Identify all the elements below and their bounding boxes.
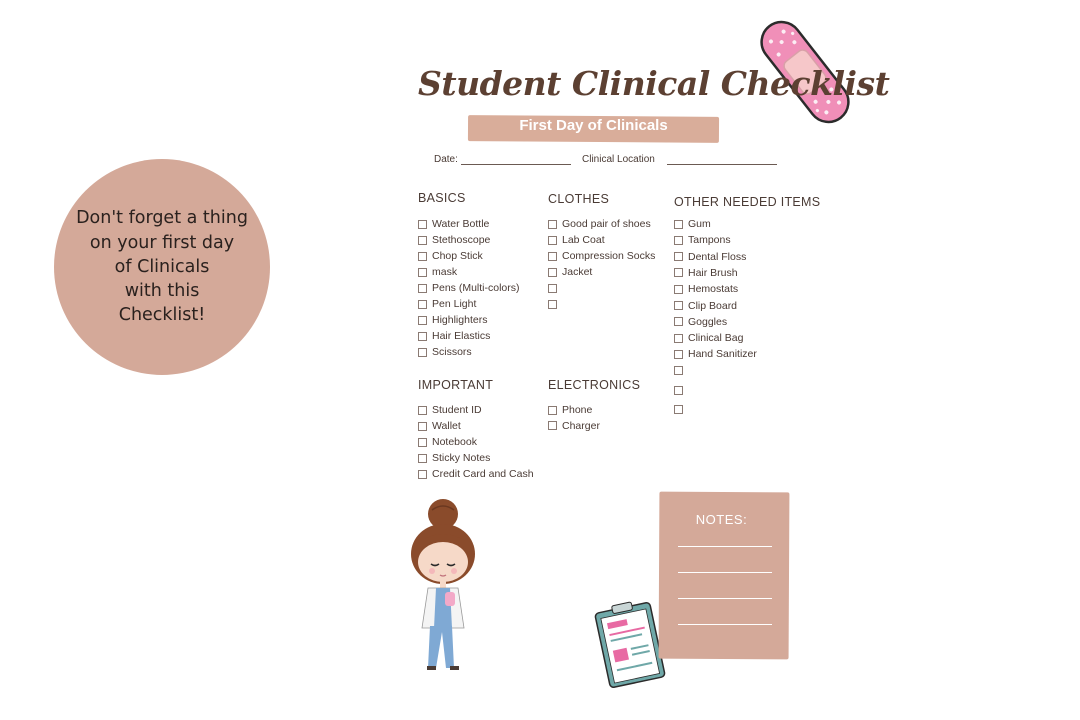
checkbox[interactable] bbox=[548, 220, 557, 229]
checklist-item[interactable] bbox=[674, 365, 688, 377]
checkbox[interactable] bbox=[418, 454, 427, 463]
checklist-item-label: Dental Floss bbox=[688, 250, 747, 263]
checklist-item[interactable] bbox=[418, 346, 472, 358]
checklist-item[interactable] bbox=[674, 267, 738, 279]
checklist-item-label: Good pair of shoes bbox=[562, 218, 651, 230]
checklist-item-label: Hemostats bbox=[688, 283, 739, 296]
checklist-item[interactable] bbox=[548, 282, 562, 294]
checklist-item-label: Gum bbox=[688, 218, 711, 230]
checklist-item[interactable] bbox=[418, 218, 489, 230]
promo-text: Don't forget a thing on your first day of Clinicals with this Checklist! bbox=[76, 208, 248, 326]
checklist-item-label: mask bbox=[432, 266, 458, 278]
checkbox[interactable] bbox=[548, 421, 557, 430]
checklist-item-label: Hair Brush bbox=[688, 266, 738, 279]
checklist-item-label: Clinical Bag bbox=[688, 332, 744, 345]
checklist-item[interactable] bbox=[674, 384, 688, 396]
checklist-item-label: Goggles bbox=[688, 315, 728, 328]
checkbox[interactable] bbox=[674, 252, 683, 261]
checkbox[interactable] bbox=[674, 366, 683, 375]
checklist-item-label: Highlighters bbox=[432, 314, 488, 326]
date-label: Date: bbox=[434, 154, 458, 165]
section-title-clothes: CLOTHES bbox=[548, 192, 610, 206]
checkbox[interactable] bbox=[674, 301, 683, 310]
checklist-item[interactable] bbox=[418, 298, 476, 310]
checkbox[interactable] bbox=[548, 406, 557, 415]
checkbox[interactable] bbox=[418, 422, 427, 431]
checklist-item[interactable] bbox=[548, 404, 592, 416]
checklist-item-label: Hand Sanitizer bbox=[688, 348, 757, 361]
checklist-item-label: Compression Socks bbox=[562, 250, 656, 262]
checkbox[interactable] bbox=[548, 268, 557, 277]
checklist-item[interactable] bbox=[548, 298, 562, 310]
checklist-item[interactable] bbox=[548, 420, 600, 432]
checkbox[interactable] bbox=[418, 300, 427, 309]
checklist-item-label: Sticky Notes bbox=[432, 452, 491, 464]
checklist-item[interactable] bbox=[674, 332, 743, 344]
promo-circle bbox=[54, 159, 270, 375]
checkbox[interactable] bbox=[418, 406, 427, 415]
checkbox[interactable] bbox=[548, 252, 557, 261]
date-field-line[interactable] bbox=[461, 164, 571, 165]
checklist-item[interactable] bbox=[418, 314, 487, 326]
checkbox[interactable] bbox=[674, 350, 683, 359]
checkbox[interactable] bbox=[418, 332, 427, 341]
checklist-item-label: Wallet bbox=[432, 420, 461, 432]
checkbox[interactable] bbox=[418, 236, 427, 245]
checkbox[interactable] bbox=[674, 317, 683, 326]
checkbox[interactable] bbox=[548, 300, 557, 309]
checklist-item-label: Hair Elastics bbox=[432, 330, 491, 342]
notes-line[interactable] bbox=[678, 598, 772, 599]
checkbox[interactable] bbox=[548, 236, 557, 245]
nurse-illustration bbox=[404, 496, 484, 671]
checkbox[interactable] bbox=[418, 470, 427, 479]
checkbox[interactable] bbox=[674, 220, 683, 229]
notes-line[interactable] bbox=[678, 572, 772, 573]
page-subtitle: First Day of Clinicals bbox=[519, 117, 668, 134]
section-title-other: OTHER NEEDED ITEMS bbox=[674, 195, 821, 209]
checklist-item[interactable] bbox=[548, 218, 651, 230]
checklist-item-label: Phone bbox=[562, 404, 593, 416]
location-label: Clinical Location bbox=[582, 154, 655, 165]
checklist-item-label: Chop Stick bbox=[432, 250, 483, 262]
checkbox[interactable] bbox=[674, 334, 683, 343]
checkbox[interactable] bbox=[418, 252, 427, 261]
notes-title: NOTES: bbox=[695, 512, 748, 527]
checklist-item[interactable] bbox=[674, 348, 757, 360]
checklist-item-label: Credit Card and Cash bbox=[432, 468, 534, 480]
location-field-line[interactable] bbox=[667, 164, 777, 165]
checklist-item-label: Jacket bbox=[562, 266, 593, 278]
notes-line[interactable] bbox=[678, 546, 772, 547]
checklist-item[interactable] bbox=[674, 283, 738, 295]
checkbox[interactable] bbox=[418, 438, 427, 447]
checklist-item[interactable] bbox=[418, 234, 490, 246]
checkbox[interactable] bbox=[418, 220, 427, 229]
checkbox[interactable] bbox=[674, 268, 683, 277]
checklist-item-label: Tampons bbox=[688, 234, 731, 247]
checklist-item[interactable] bbox=[674, 300, 737, 312]
checklist-item[interactable] bbox=[418, 404, 482, 416]
section-title-important: IMPORTANT bbox=[418, 378, 494, 392]
checklist-item[interactable] bbox=[418, 282, 520, 294]
checklist-item[interactable] bbox=[418, 468, 534, 480]
checklist-item[interactable] bbox=[674, 404, 688, 416]
checkbox[interactable] bbox=[418, 268, 427, 277]
checklist-item-label: Water Bottle bbox=[432, 218, 490, 230]
checklist-item[interactable] bbox=[418, 420, 461, 432]
checklist-item[interactable] bbox=[674, 234, 731, 246]
checklist-item-label: Clip Board bbox=[688, 299, 738, 312]
checklist-item[interactable] bbox=[548, 250, 655, 262]
checklist-item-label: Stethoscope bbox=[432, 234, 491, 246]
checklist-item[interactable] bbox=[674, 218, 711, 230]
checklist-item-label: Notebook bbox=[432, 436, 477, 448]
checklist-item[interactable] bbox=[418, 436, 477, 448]
checklist-item-label: Lab Coat bbox=[562, 234, 605, 246]
checklist-item-label: Charger bbox=[562, 419, 600, 432]
checkbox[interactable] bbox=[418, 348, 427, 357]
checkbox[interactable] bbox=[548, 284, 557, 293]
checkbox[interactable] bbox=[674, 386, 683, 395]
checklist-item[interactable] bbox=[548, 266, 592, 278]
checkbox[interactable] bbox=[418, 316, 427, 325]
checklist-item-label: Scissors bbox=[432, 346, 472, 358]
section-title-electronics: ELECTRONICS bbox=[548, 378, 641, 392]
checkbox[interactable] bbox=[418, 284, 427, 293]
notes-line[interactable] bbox=[678, 624, 772, 625]
checklist-item[interactable] bbox=[418, 330, 490, 342]
checklist-item-label: Pen Light bbox=[432, 298, 477, 310]
checklist-item[interactable] bbox=[548, 234, 605, 246]
checklist-item-label: Pens (Multi-colors) bbox=[432, 282, 520, 294]
checkbox[interactable] bbox=[674, 405, 683, 414]
page-title: Student Clinical Checklist bbox=[418, 64, 890, 103]
checklist-item[interactable] bbox=[674, 251, 746, 263]
checklist-item[interactable] bbox=[418, 452, 490, 464]
checklist-item[interactable] bbox=[418, 250, 483, 262]
checklist-item[interactable] bbox=[418, 266, 457, 278]
checklist-item-label: Student ID bbox=[432, 404, 482, 416]
checkbox[interactable] bbox=[674, 285, 683, 294]
checkbox[interactable] bbox=[674, 236, 683, 245]
section-title-basics: BASICS bbox=[418, 191, 466, 205]
checklist-item[interactable] bbox=[674, 316, 727, 328]
